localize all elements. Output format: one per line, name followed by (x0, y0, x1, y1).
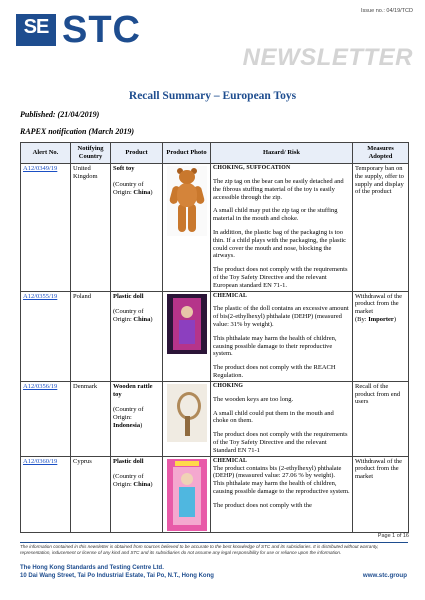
stc-logo-text: STC (62, 9, 141, 51)
origin-country: China (133, 316, 151, 324)
page-title: Recall Summary – European Toys (128, 90, 297, 102)
measures-by-suffix: ) (393, 315, 396, 323)
product-name: Plastic doll (113, 292, 144, 300)
rapex-heading: RAPEX notification (March 2019) (20, 127, 135, 136)
measures-text: Withdrawal of the product from the market (355, 292, 403, 316)
alert-link[interactable]: A12/0355/19 (21, 291, 71, 381)
hazard-type: CHOKING (213, 382, 244, 389)
origin-text (113, 406, 160, 429)
hazard-type: CHEMICAL (213, 457, 248, 464)
page-header (0, 0, 425, 80)
hazard-cell (211, 291, 353, 381)
country-cell: Poland (71, 291, 111, 381)
hazard-text: In addition, the plastic bag of the packaging is too thin. If a child plays with the packaging, the plastic could cover the mouth and nose, blocking the airways. (213, 228, 347, 260)
footer-divider (20, 542, 408, 543)
product-cell (111, 381, 163, 456)
issue-number: Issue no.: 04/19/TCD (361, 8, 413, 14)
country-cell: Cyprus (71, 456, 111, 532)
stc-logo-mark (16, 14, 56, 46)
teddy-bear-photo (167, 166, 207, 236)
hazard-text: The product does not comply with the (213, 501, 312, 509)
origin-prefix: (Country of Origin: (113, 406, 144, 422)
origin-suffix: ) (150, 481, 153, 489)
table-header-row (21, 143, 409, 164)
photo-cell (163, 164, 211, 292)
table-row (21, 456, 409, 532)
hazard-text: The product does not comply with the requirements of the Toy Safety Directive and the relevant Standard EN 71-1 (213, 431, 348, 454)
product-name: Plastic doll (113, 457, 144, 465)
origin-prefix: (Country of Origin: (113, 473, 144, 489)
product-name: Soft toy (113, 165, 135, 172)
hazard-text: The plastic of the doll contains an excessive amount of bis(2-ethylhexyl) phthalate (DEHP) (measured value: 31% by weight). (213, 305, 349, 329)
company-name: The Hong Kong Standards and Testing Centre Ltd. (20, 565, 164, 571)
table-row (21, 164, 409, 292)
hazard-type: CHEMICAL (213, 292, 248, 299)
origin-country: China (133, 188, 151, 196)
hazard-text: This phthalate may harm the health of children, causing possible damage to the reproductive system. (213, 480, 350, 495)
origin-prefix: (Country of Origin: (113, 308, 144, 324)
header-country: Notifying Country (71, 143, 111, 164)
newsletter-label: NEWSLETTER (242, 44, 413, 71)
hazard-text: The product does not comply with the requirements of the Toy Safety Directive and the relevant European standard EN 71-1. (213, 266, 348, 289)
header-photo: Product Photo (163, 143, 211, 164)
hazard-cell (211, 164, 353, 292)
photo-cell (163, 381, 211, 456)
origin-text (113, 473, 160, 489)
measures-cell: Withdrawal of the product from the market (353, 456, 409, 532)
product-cell (111, 164, 163, 292)
origin-country: Indonesia (113, 422, 141, 430)
logo-mark-text: SE (23, 16, 49, 38)
published-date: Published: (21/04/2019) (20, 110, 100, 119)
alert-link[interactable]: A12/0349/19 (21, 164, 71, 292)
origin-country: China (133, 481, 151, 489)
origin-suffix: ) (150, 188, 153, 196)
origin-suffix: ) (150, 316, 153, 324)
origin-text (113, 181, 160, 197)
photo-cell (163, 456, 211, 532)
table-row (21, 381, 409, 456)
measures-cell (353, 291, 409, 381)
origin-prefix: (Country of Origin: (113, 180, 144, 196)
hazard-text: This phthalate may harm the health of children, causing possible damage to their reproductive system. (213, 334, 337, 358)
plastic-doll-boxed-photo (167, 459, 207, 531)
hazard-text: A small child could put them in the mouth and choke on them. (213, 409, 334, 425)
country-cell: United Kingdom (71, 164, 111, 292)
hazard-text: The product does not comply with the REACH Regulation. (213, 364, 336, 380)
measures-cell: Recall of the product from end users (353, 381, 409, 456)
origin-text (113, 308, 160, 324)
hazard-text: The zip tag on the bear can be easily detached and the fibrous stuffing material of the toy is easily accessible through the zip. (213, 177, 344, 201)
hazard-cell (211, 381, 353, 456)
hazard-type: CHOKING, SUFFOCATION (213, 165, 291, 171)
hazard-text: The wooden keys are too long. (213, 395, 294, 403)
hazard-text: The product contains bis (2-ethylhexyl) phthalate (DEHP) (measured value: 27.06 % by weight). (213, 464, 342, 480)
company-info (20, 564, 214, 581)
page-number: Page 1 of 16 (377, 533, 409, 539)
photo-cell (163, 291, 211, 381)
measures-by-prefix: (By: (355, 315, 369, 323)
alert-link[interactable]: A12/0356/19 (21, 381, 71, 456)
measures-by: Importer (368, 315, 394, 323)
table-row (21, 291, 409, 381)
product-cell (111, 456, 163, 532)
hazard-cell (211, 456, 353, 532)
alert-link[interactable]: A12/0360/19 (21, 456, 71, 532)
hazard-text: A small child may put the zip tag or the stuffing material in the mouth and choke. (213, 207, 338, 223)
measures-cell: Temporary ban on the supply, offer to supply and display of the product (353, 164, 409, 292)
header-alert-no: Alert No. (21, 143, 71, 164)
header-hazard: Hazard/ Risk (211, 143, 353, 164)
header-measures: Measures Adopted (353, 143, 409, 164)
plastic-doll-photo (167, 294, 207, 354)
product-name: Wooden rattle toy (113, 382, 153, 398)
website-link[interactable]: www.stc.group (362, 572, 407, 579)
disclaimer-text: The information contained in this newsletter is obtained from sources believed to be accurate to the best knowledge of STC and its subsidiaries. It is distributed without warranty, representation, inducement or license of any kind and STC and its subsidiaries do not assume any legal responsibility for use or reliance upon the information. (20, 544, 379, 555)
origin-suffix: ) (140, 422, 143, 430)
wooden-rattle-photo (167, 384, 207, 442)
recall-table (20, 142, 409, 533)
company-address: 10 Dai Wang Street, Tai Po Industrial Estate, Tai Po, N.T., Hong Kong (20, 573, 214, 580)
country-cell: Denmark (71, 381, 111, 456)
header-product: Product (111, 143, 163, 164)
product-cell (111, 291, 163, 381)
